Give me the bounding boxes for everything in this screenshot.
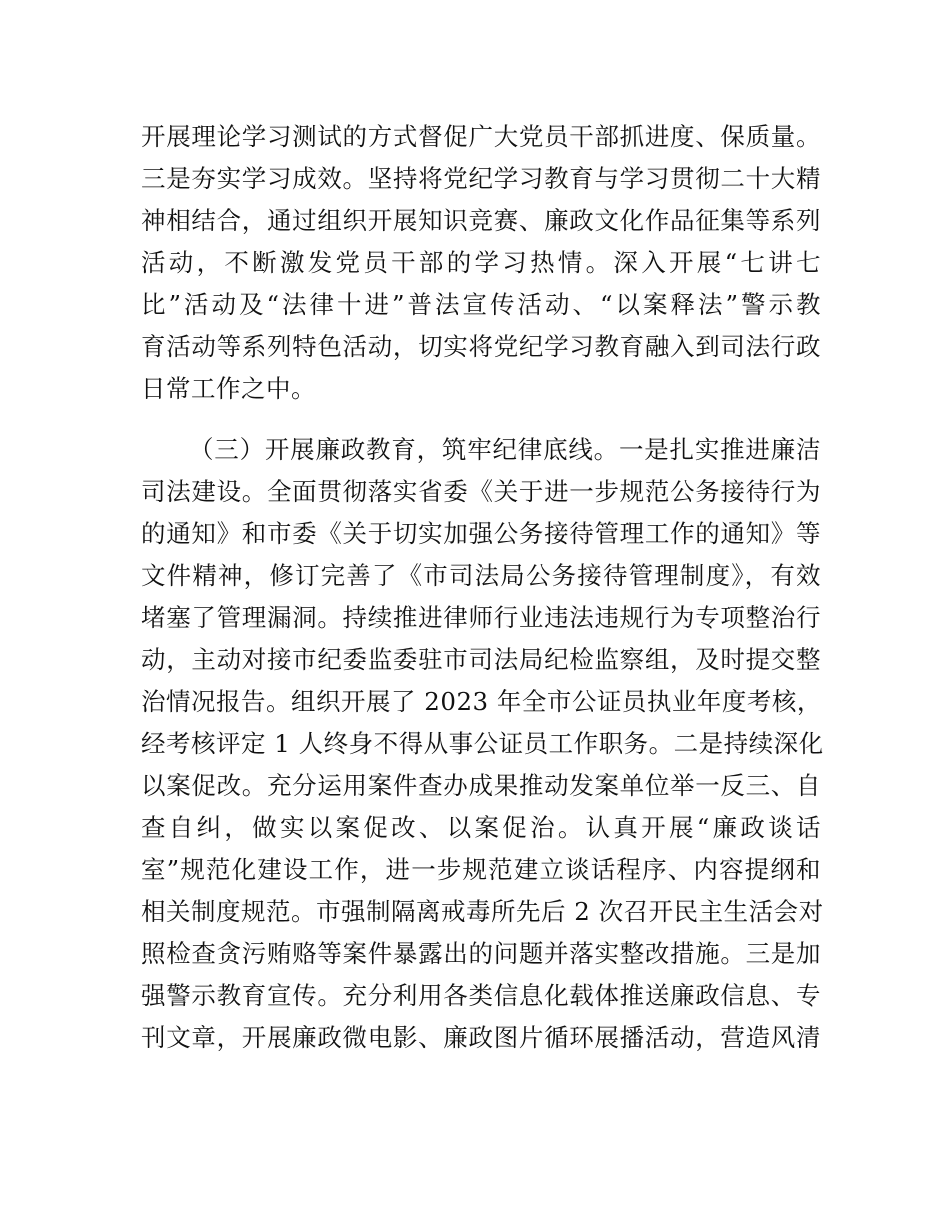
text-line: 开展理论学习测试的方式督促广大党员干部抓进度、保质量。 xyxy=(141,122,821,151)
text-line: 比”活动及“法律十进”普法宣传活动、“以案释法”警示教 xyxy=(141,290,821,319)
text-line: 育活动等系列特色活动，切实将党纪学习教育融入到司法行政 xyxy=(141,332,821,361)
text-line: 动，主动对接市纪委监委驻市司法局纪检监察组，及时提交整 xyxy=(141,645,821,674)
text-line: 刊文章，开展廉政微电影、廉政图片循环展播活动，营造风清 xyxy=(141,1023,821,1052)
text-line: 室”规范化建设工作，进一步规范建立谈话程序、内容提纲和 xyxy=(141,855,821,884)
text-line: 日常工作之中。 xyxy=(141,374,316,403)
text-line: 堵塞了管理漏洞。持续推进律师行业违法违规行为专项整治行 xyxy=(141,603,821,632)
text-line: 强警示教育宣传。充分利用各类信息化载体推送廉政信息、专 xyxy=(141,981,821,1010)
text-line: 司法建设。全面贯彻落实省委《关于进一步规范公务接待行为 xyxy=(141,477,821,506)
text-line: 相关制度规范。市强制隔离戒毒所先后 2 次召开民主生活会对 xyxy=(141,897,824,926)
text-line: 的通知》和市委《关于切实加强公务接待管理工作的通知》等 xyxy=(141,519,821,548)
text-line: 照检查贪污贿赂等案件暴露出的问题并落实整改措施。三是加 xyxy=(141,939,821,968)
text-line: 活动，不断激发党员干部的学习热情。深入开展“七讲七 xyxy=(141,248,821,277)
text-line: 查自纠，做实以案促改、以案促治。认真开展“廉政谈话 xyxy=(141,813,821,842)
text-line: 以案促改。充分运用案件查办成果推动发案单位举一反三、自 xyxy=(141,771,821,800)
paragraph-study-results xyxy=(141,116,821,410)
text-line: 经考核评定 1 人终身不得从事公证员工作职务。二是持续深化 xyxy=(141,729,824,758)
text-line: 文件精神，修订完善了《市司法局公务接待管理制度》，有效 xyxy=(141,561,821,590)
paragraph-integrity-education xyxy=(141,429,824,1059)
text-line: 神相结合，通过组织开展知识竞赛、廉政文化作品征集等系列 xyxy=(141,206,821,235)
text-line: 治情况报告。组织开展了 2023 年全市公证员执业年度考核， xyxy=(141,687,822,716)
text-line: 三是夯实学习成效。坚持将党纪学习教育与学习贯彻二十大精 xyxy=(141,164,821,193)
section-heading-line: （三）开展廉政教育，筑牢纪律底线。一是扎实推进廉洁 xyxy=(189,435,821,464)
